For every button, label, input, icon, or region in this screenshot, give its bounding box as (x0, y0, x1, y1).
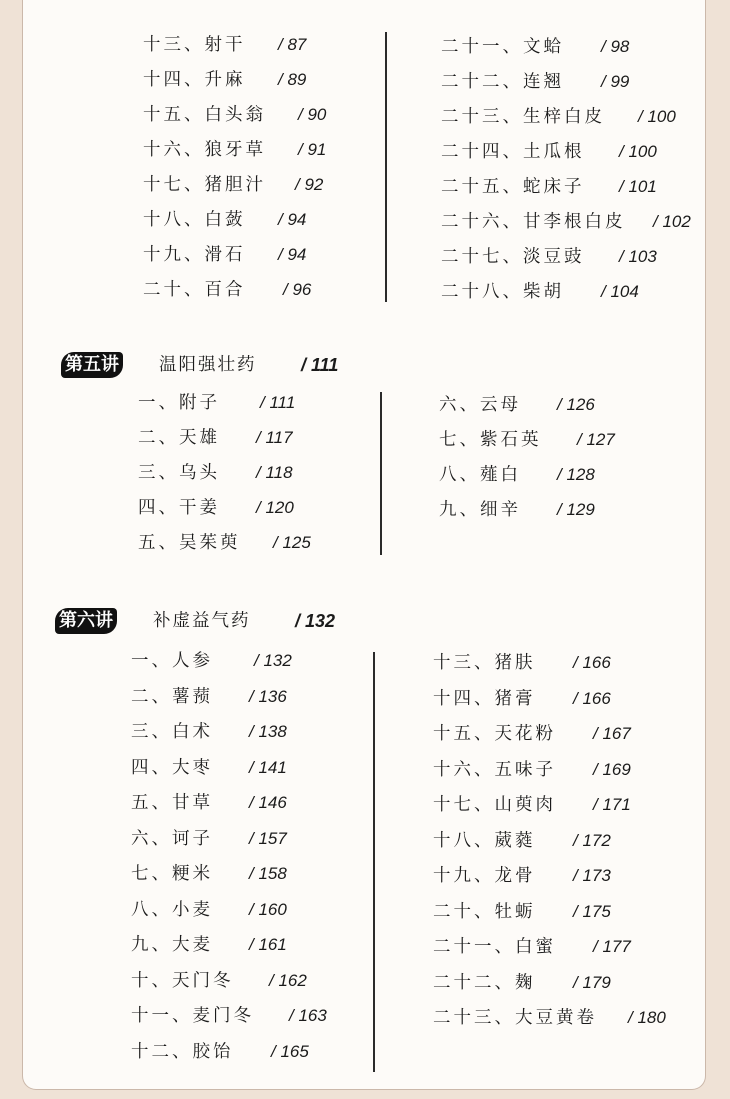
column-divider (380, 392, 382, 555)
entry-page: / 94 (278, 245, 307, 264)
lecture-5-header[interactable] (61, 350, 381, 382)
entry-page: / 118 (256, 463, 293, 482)
entry-name: 二十一、白蜜 (433, 937, 556, 957)
entry-name: 二十一、文蛤 (441, 37, 564, 57)
entry-page: / 89 (278, 70, 307, 89)
entry-page: / 104 (601, 282, 639, 301)
entry-name: 二十三、大豆黄卷 (433, 1008, 597, 1028)
entry-name: 三、白术 (131, 722, 213, 742)
entry-name: 二十四、土瓜根 (441, 142, 585, 162)
entry-name: 八、小麦 (131, 899, 213, 920)
toc-entry[interactable] (131, 966, 307, 996)
toc-entry[interactable] (433, 755, 631, 785)
entry-page: / 173 (573, 866, 611, 885)
toc-entry[interactable] (143, 100, 327, 130)
entry-name: 九、大麦 (131, 935, 213, 955)
toc-entry[interactable] (433, 790, 631, 820)
entry-page: / 141 (249, 757, 287, 777)
entry-page: / 128 (557, 465, 595, 484)
toc-entry[interactable] (131, 753, 287, 783)
entry-page: / 96 (283, 280, 312, 299)
entry-name: 九、细辛 (439, 500, 521, 520)
toc-entry[interactable] (433, 719, 631, 749)
entry-page: / 162 (269, 970, 307, 990)
entry-name: 四、大枣 (131, 757, 213, 778)
toc-entry[interactable] (439, 390, 595, 420)
entry-name: 十、天门冬 (131, 970, 234, 991)
entry-name: 六、云母 (439, 395, 521, 415)
entry-page: / 157 (249, 828, 287, 848)
entry-name: 十七、山萸肉 (433, 795, 556, 815)
toc-entry[interactable] (143, 240, 307, 270)
entry-name: 一、人参 (131, 651, 213, 671)
toc-entry[interactable] (143, 135, 327, 165)
entry-name: 二十八、柴胡 (441, 282, 564, 302)
entry-page: / 158 (249, 864, 287, 883)
toc-entry[interactable] (138, 493, 294, 523)
toc-entry[interactable] (441, 137, 657, 167)
toc-entry[interactable] (433, 897, 611, 927)
entry-page: / 160 (249, 899, 287, 919)
lecture-title: 补虚益气药 (153, 611, 251, 631)
toc-entry[interactable] (439, 495, 595, 525)
entry-page: / 171 (593, 795, 631, 814)
entry-name: 七、紫石英 (439, 430, 542, 450)
entry-page: / 100 (619, 142, 657, 161)
toc-entry[interactable] (441, 32, 630, 62)
toc-entry[interactable] (143, 30, 307, 60)
entry-page: / 91 (298, 140, 327, 159)
toc-entry[interactable] (131, 859, 287, 889)
entry-page: / 111 (260, 393, 296, 412)
entry-page: / 120 (256, 498, 294, 517)
entry-name: 二十六、甘李根白皮 (441, 212, 626, 232)
toc-entry[interactable] (433, 648, 611, 678)
entry-page: / 136 (249, 686, 287, 706)
toc-entry[interactable] (138, 388, 296, 418)
entry-page: / 101 (619, 177, 657, 196)
toc-entry[interactable] (433, 1003, 666, 1033)
toc-entry[interactable] (433, 861, 611, 891)
toc-entry[interactable] (433, 932, 631, 962)
entry-name: 六、诃子 (131, 828, 213, 849)
entry-name: 十六、五味子 (433, 759, 556, 780)
entry-page: / 126 (557, 395, 595, 414)
toc-entry[interactable] (439, 425, 615, 455)
toc-entry[interactable] (131, 824, 287, 854)
toc-entry[interactable] (131, 646, 292, 676)
entry-name: 十九、龙骨 (433, 866, 536, 886)
entry-page: / 90 (298, 105, 327, 124)
toc-entry[interactable] (138, 458, 293, 488)
entry-name: 十四、猪膏 (433, 688, 536, 709)
entry-name: 二、天雄 (138, 428, 220, 448)
entry-name: 二十、百合 (143, 280, 246, 300)
toc-entry[interactable] (138, 423, 293, 453)
lecture-page: / 111 (301, 355, 339, 375)
entry-page: / 125 (273, 533, 311, 552)
entry-name: 十八、白蔹 (143, 210, 246, 230)
toc-entry[interactable] (433, 968, 611, 998)
toc-entry[interactable] (131, 717, 287, 747)
entry-name: 二、薯蓣 (131, 686, 213, 707)
toc-entry[interactable] (131, 895, 287, 925)
toc-entry[interactable] (441, 67, 630, 97)
entry-page: / 87 (278, 35, 307, 54)
entry-page: / 92 (295, 175, 324, 194)
entry-name: 一、附子 (138, 393, 220, 413)
entry-name: 二十二、连翘 (441, 72, 564, 92)
entry-page: / 165 (271, 1041, 309, 1061)
entry-page: / 127 (577, 430, 615, 449)
entry-page: / 102 (653, 212, 691, 231)
lecture-6-header[interactable] (55, 606, 385, 638)
entry-name: 十四、升麻 (143, 70, 246, 90)
entry-name: 十三、射干 (143, 35, 246, 55)
entry-name: 十一、麦门冬 (131, 1006, 254, 1026)
toc-entry[interactable] (143, 170, 324, 200)
toc-entry[interactable] (143, 205, 307, 235)
entry-page: / 129 (557, 500, 595, 519)
entry-page: / 179 (573, 972, 611, 992)
toc-entry[interactable] (441, 277, 639, 307)
toc-entry[interactable] (143, 65, 307, 95)
table-of-contents-page (22, 0, 706, 1090)
entry-name: 七、粳米 (131, 864, 213, 884)
lecture-title: 温阳强壮药 (159, 355, 257, 375)
entry-page: / 180 (628, 1008, 666, 1027)
entry-page: / 99 (601, 72, 630, 91)
toc-entry[interactable] (138, 528, 311, 558)
entry-page: / 146 (249, 793, 287, 812)
entry-page: / 132 (254, 651, 292, 670)
column-divider (373, 652, 375, 1072)
toc-entry[interactable] (131, 930, 287, 960)
entry-name: 二十五、蛇床子 (441, 177, 585, 197)
entry-name: 二十二、麹 (433, 972, 536, 993)
entry-page: / 94 (278, 210, 307, 229)
entry-name: 三、乌头 (138, 463, 220, 483)
entry-name: 二十七、淡豆豉 (441, 247, 585, 267)
toc-entry[interactable] (131, 1037, 309, 1067)
entry-page: / 161 (249, 935, 287, 954)
lecture-page: / 132 (295, 611, 336, 631)
toc-entry[interactable] (143, 275, 312, 305)
entry-name: 四、干姜 (138, 498, 220, 518)
entry-name: 十二、胶饴 (131, 1041, 234, 1062)
entry-page: / 103 (619, 247, 657, 266)
entry-name: 十五、天花粉 (433, 724, 556, 744)
entry-name: 十八、葳蕤 (433, 830, 536, 851)
entry-page: / 167 (593, 724, 631, 743)
entry-name: 十五、白头翁 (143, 105, 266, 125)
lecture-badge: 第六讲 (55, 608, 117, 634)
entry-name: 十三、猪肤 (433, 653, 536, 673)
entry-name: 八、薤白 (439, 465, 521, 485)
entry-page: / 177 (593, 937, 631, 956)
entry-name: 二十三、生梓白皮 (441, 107, 605, 127)
entry-name: 十六、狼牙草 (143, 140, 266, 160)
entry-page: / 175 (573, 901, 611, 921)
toc-entry[interactable] (433, 826, 611, 856)
entry-name: 五、吴茱萸 (138, 533, 241, 553)
toc-entry[interactable] (433, 684, 611, 714)
entry-name: 五、甘草 (131, 793, 213, 813)
toc-entry[interactable] (441, 102, 676, 132)
entry-page: / 163 (289, 1006, 327, 1025)
entry-name: 二十、牡蛎 (433, 901, 536, 922)
entry-page: / 100 (638, 107, 676, 126)
toc-entry[interactable] (439, 460, 595, 490)
entry-page: / 169 (593, 759, 631, 779)
lecture-badge: 第五讲 (61, 352, 123, 378)
toc-entry[interactable] (441, 172, 657, 202)
entry-name: 十七、猪胆汁 (143, 175, 266, 195)
column-divider (385, 32, 387, 302)
entry-page: / 117 (256, 428, 293, 447)
entry-page: / 166 (573, 653, 611, 672)
entry-page: / 166 (573, 688, 611, 708)
toc-entry[interactable] (441, 207, 691, 237)
entry-page: / 98 (601, 37, 630, 56)
toc-entry[interactable] (131, 788, 287, 818)
toc-entry[interactable] (131, 1001, 327, 1031)
toc-entry[interactable] (131, 682, 287, 712)
entry-page: / 172 (573, 830, 611, 850)
entry-page: / 138 (249, 722, 287, 741)
toc-entry[interactable] (441, 242, 657, 272)
entry-name: 十九、滑石 (143, 245, 246, 265)
